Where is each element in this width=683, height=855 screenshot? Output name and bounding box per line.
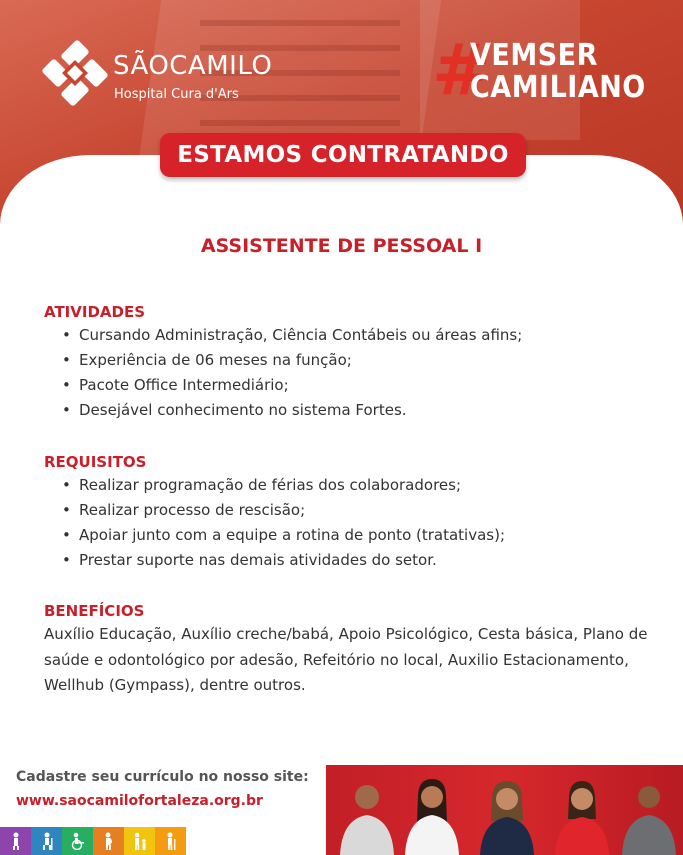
- campaign-line-1: VEMSER: [470, 38, 598, 73]
- sao-camilo-cross-logo-icon: [42, 40, 108, 106]
- footer-url-link[interactable]: www.saocamilofortaleza.org.br: [16, 793, 263, 809]
- accessibility-icons: [0, 827, 186, 855]
- brand-subtitle: Hospital Cura d'Ars: [114, 87, 239, 102]
- list-item: • Realizar processo de rescisão;: [62, 501, 306, 519]
- cane-person-icon: [155, 827, 186, 855]
- staff-member-image: [401, 773, 463, 855]
- requirements-list: [62, 473, 505, 573]
- benefits-text: Auxílio Educação, Auxílio creche/babá, Apoio Psicológico, Cesta básica, Plano de saúde e odontológico por adesão, Refeitório no local, Auxilio Estacionamento, Wellhub (Gympass), dentre outros.: [44, 625, 648, 694]
- benefits-title: BENEFÍCIOS: [44, 602, 145, 620]
- wheelchair-icon: [62, 827, 93, 855]
- staff-photo-strip: [326, 765, 683, 855]
- list-item: • Cursando Administração, Ciência Contábeis ou áreas afins;: [62, 326, 523, 344]
- staff-member-image: [476, 775, 538, 855]
- elderly-person-icon: [0, 827, 31, 855]
- list-item: • Prestar suporte nas demais atividades do setor.: [62, 551, 437, 569]
- footer-cta: Cadastre seu currículo no nosso site:: [16, 769, 309, 785]
- requirements-title: REQUISITOS: [44, 453, 147, 471]
- brand-name: SÃOCAMILO: [113, 51, 273, 81]
- list-item: • Apoiar junto com a equipe a rotina de ponto (tratativas);: [62, 526, 506, 544]
- activities-title: ATIVIDADES: [44, 303, 146, 321]
- campaign-line-2: CAMILIANO: [470, 70, 646, 105]
- list-item: • Desejável conhecimento no sistema Fortes.: [62, 401, 407, 419]
- person-with-child-icon: [124, 827, 155, 855]
- activities-list: [62, 323, 522, 423]
- staff-member-image: [618, 775, 680, 855]
- campaign-hash: #: [432, 29, 491, 111]
- hiring-banner: ESTAMOS CONTRATANDO: [160, 133, 526, 177]
- list-item: • Realizar programação de férias dos colaboradores;: [62, 476, 462, 494]
- staff-member-image: [336, 775, 398, 855]
- pregnant-person-icon: [93, 827, 124, 855]
- list-item: • Pacote Office Intermediário;: [62, 376, 289, 394]
- staff-member-image: [551, 775, 613, 855]
- list-item: • Experiência de 06 meses na função;: [62, 351, 352, 369]
- walking-person-icon: [31, 827, 62, 855]
- job-title: ASSISTENTE DE PESSOAL I: [200, 235, 483, 257]
